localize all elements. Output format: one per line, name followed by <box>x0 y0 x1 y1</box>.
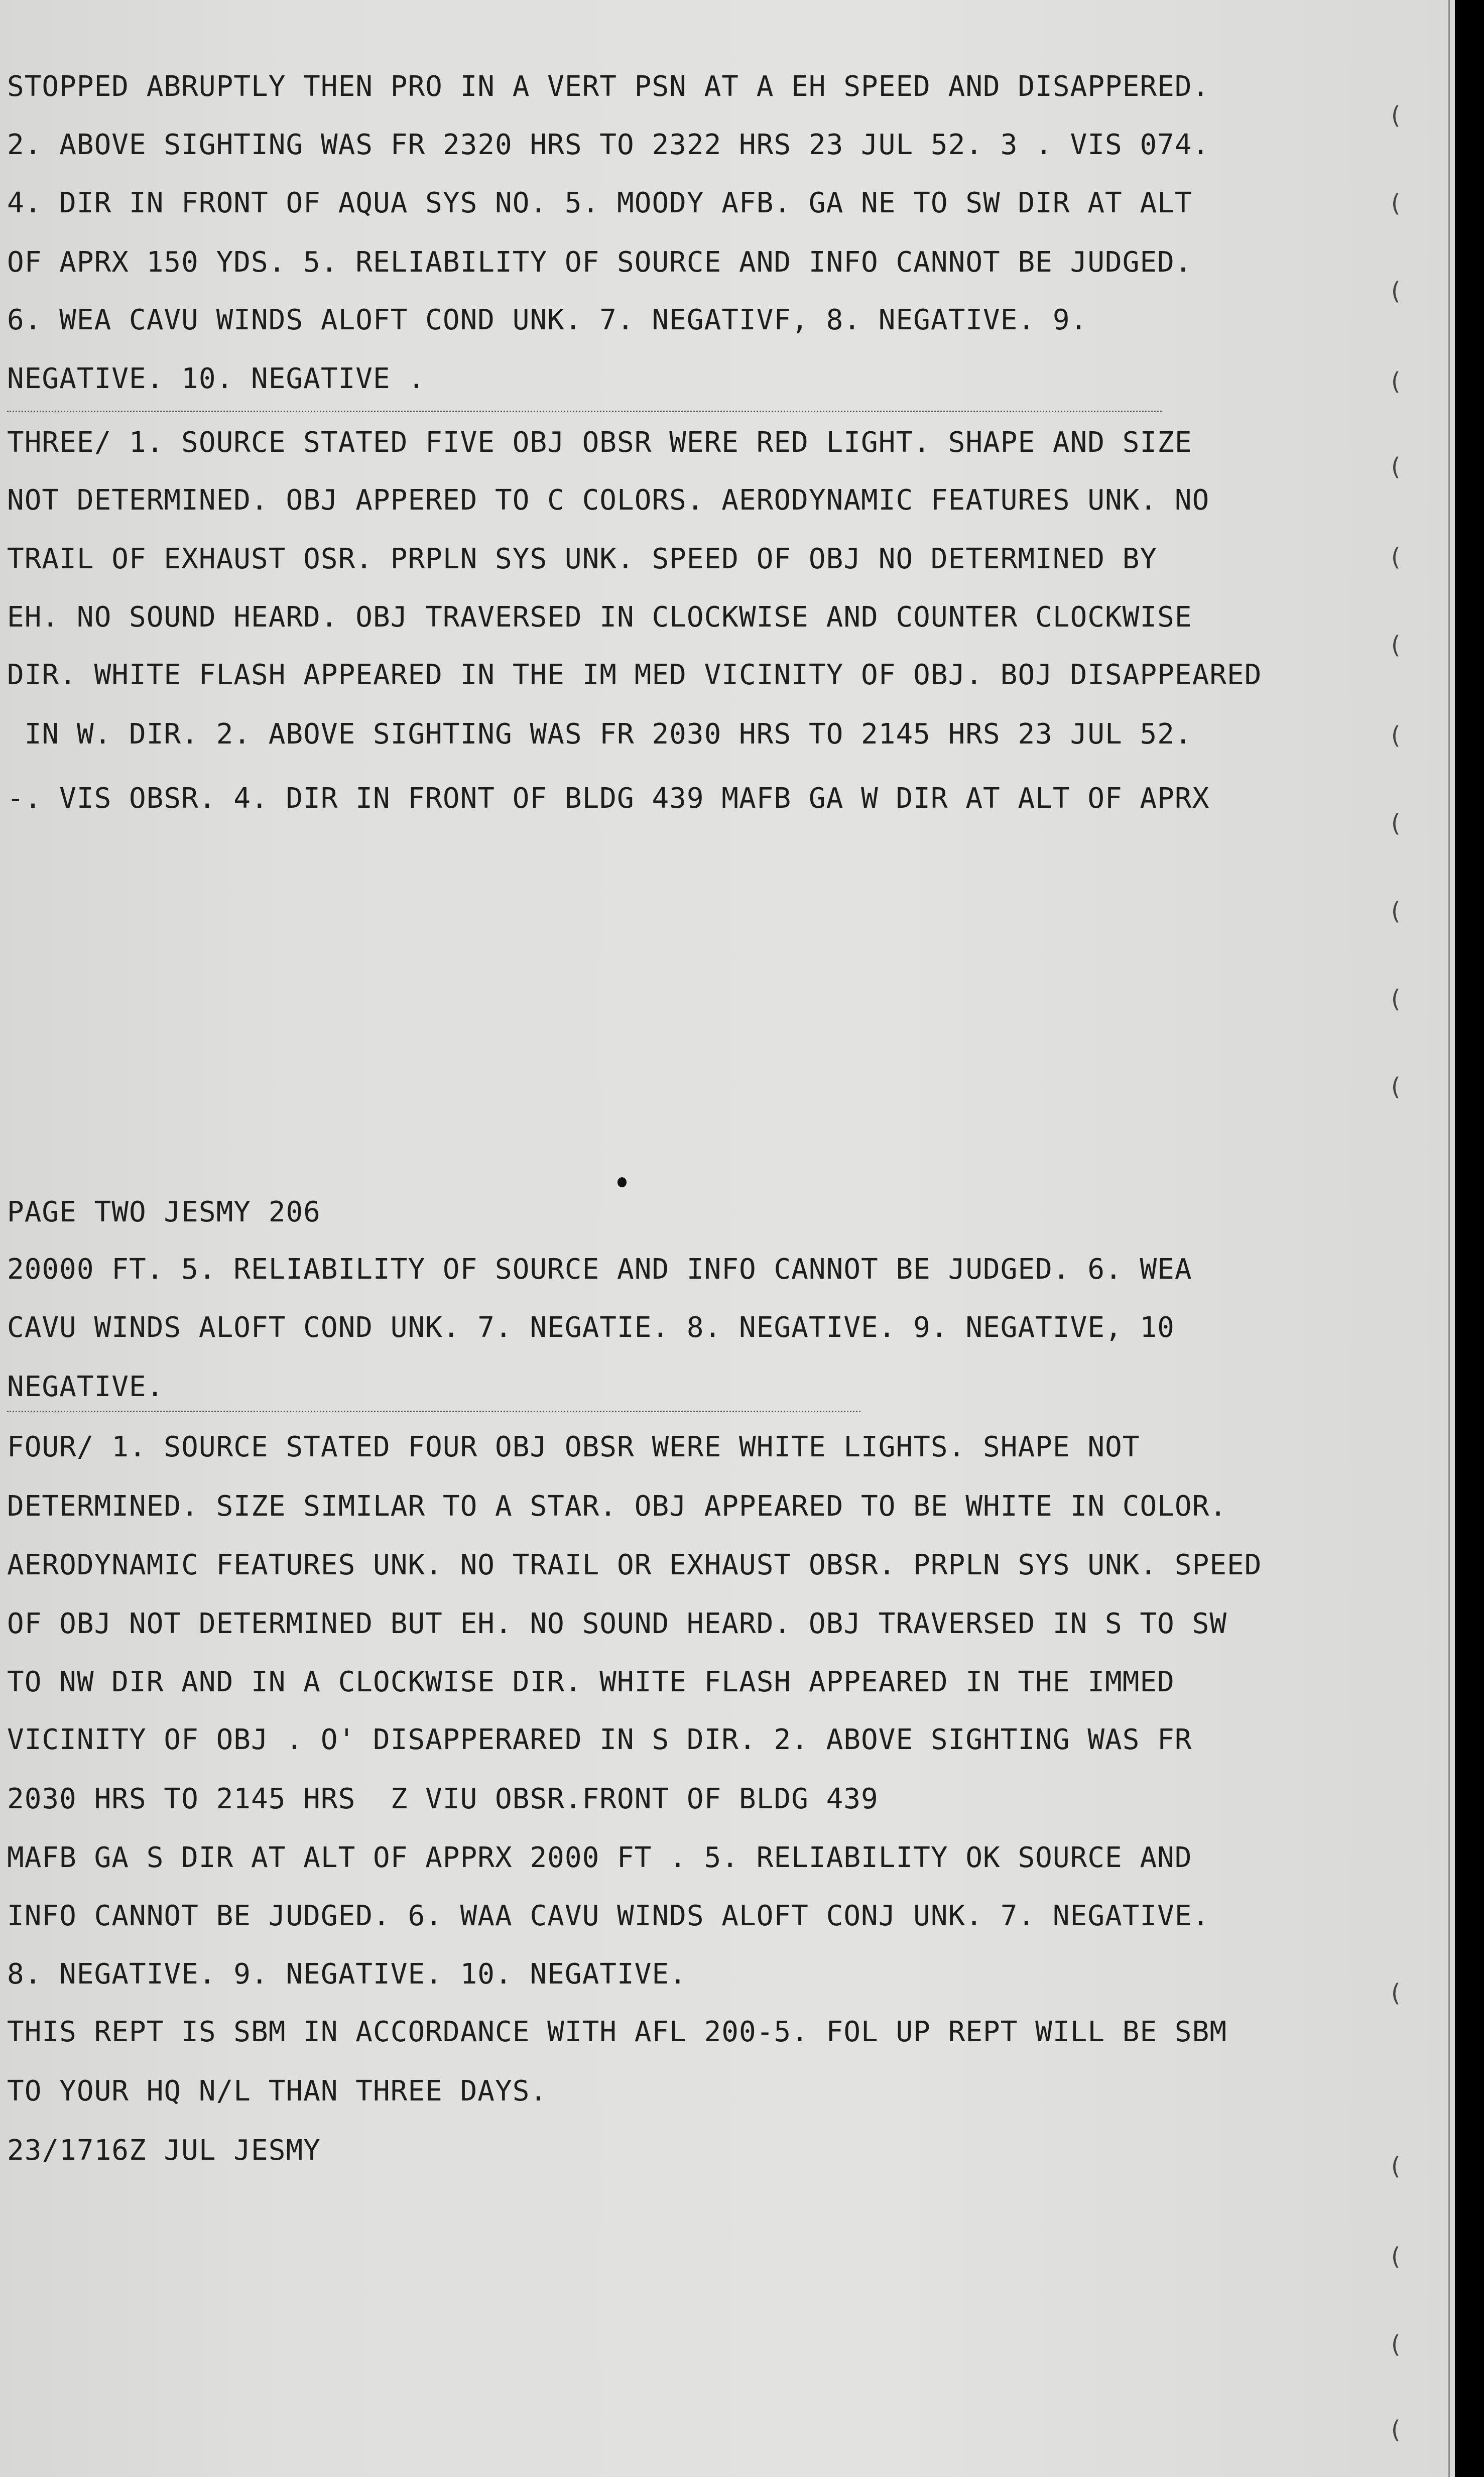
text-line: FOUR/ 1. SOURCE STATED FOUR OBJ OBSR WERE WHITE LIGHTS. SHAPE NOT <box>7 1431 1140 1463</box>
text-line: THIS REPT IS SBM IN ACCORDANCE WITH AFL 200-5. FOL UP REPT WILL BE SBM <box>7 2016 1227 2048</box>
text-line: VICINITY OF OBJ . O' DISAPPERARED IN S DIR. 2. ABOVE SIGHTING WAS FR <box>7 1723 1192 1756</box>
text-line: 8. NEGATIVE. 9. NEGATIVE. 10. NEGATIVE. <box>7 1958 687 1991</box>
edge-mark: ( <box>1388 2330 1403 2359</box>
edge-mark: ( <box>1388 631 1403 659</box>
text-line: OF OBJ NOT DETERMINED BUT EH. NO SOUND HEARD. OBJ TRAVERSED IN S TO SW <box>7 1607 1227 1640</box>
edge-mark: ( <box>1388 1979 1403 2007</box>
text-line: 20000 FT. 5. RELIABILITY OF SOURCE AND INFO CANNOT BE JUDGED. 6. WEA <box>7 1253 1192 1286</box>
text-line: OF APRX 150 YDS. 5. RELIABILITY OF SOURCE AND INFO CANNOT BE JUDGED. <box>7 246 1192 279</box>
separator-line <box>7 411 1162 412</box>
text-line: IN W. DIR. 2. ABOVE SIGHTING WAS FR 2030 HRS TO 2145 HRS 23 JUL 52. <box>7 718 1192 751</box>
text-line: TRAIL OF EXHAUST OSR. PRPLN SYS UNK. SPEED OF OBJ NO DETERMINED BY <box>7 543 1158 575</box>
edge-mark: ( <box>1388 809 1403 837</box>
text-line: NEGATIVE. <box>7 1371 164 1403</box>
text-line: DIR. WHITE FLASH APPEARED IN THE IM MED VICINITY OF OBJ. BOJ DISAPPEARED <box>7 659 1262 691</box>
edge-mark: ( <box>1388 985 1403 1013</box>
separator-line <box>7 1411 860 1412</box>
edge-mark: ( <box>1388 2416 1403 2444</box>
edge-mark: ( <box>1388 2152 1403 2180</box>
text-line: INFO CANNOT BE JUDGED. 6. WAA CAVU WINDS ALOFT CONJ UNK. 7. NEGATIVE. <box>7 1900 1210 1932</box>
edge-mark: ( <box>1388 367 1403 396</box>
page-header: PAGE TWO JESMY 206 <box>7 1196 321 1228</box>
text-line: TO YOUR HQ N/L THAN THREE DAYS. <box>7 2075 548 2108</box>
edge-mark: ( <box>1388 189 1403 217</box>
text-line: EH. NO SOUND HEARD. OBJ TRAVERSED IN CLOCKWISE AND COUNTER CLOCKWISE <box>7 601 1192 634</box>
edge-mark: ( <box>1388 897 1403 925</box>
text-line: -. VIS OBSR. 4. DIR IN FRONT OF BLDG 439 MAFB GA W DIR AT ALT OF APRX <box>7 782 1210 815</box>
edge-mark: ( <box>1388 2243 1403 2271</box>
text-line: 2. ABOVE SIGHTING WAS FR 2320 HRS TO 2322 HRS 23 JUL 52. 3 . VIS 074. <box>7 129 1210 161</box>
text-line: TO NW DIR AND IN A CLOCKWISE DIR. WHITE FLASH APPEARED IN THE IMMED <box>7 1666 1175 1698</box>
ink-dot <box>617 1177 627 1187</box>
edge-mark: ( <box>1388 543 1403 571</box>
edge-mark: ( <box>1388 721 1403 750</box>
text-line: 4. DIR IN FRONT OF AQUA SYS NO. 5. MOODY AFB. GA NE TO SW DIR AT ALT <box>7 187 1192 219</box>
text-line: CAVU WINDS ALOFT COND UNK. 7. NEGATIE. 8. NEGATIVE. 9. NEGATIVE, 10 <box>7 1311 1175 1344</box>
signature-line: 23/1716Z JUL JESMY <box>7 2134 321 2167</box>
text-line: STOPPED ABRUPTLY THEN PRO IN A VERT PSN AT A EH SPEED AND DISAPPERED. <box>7 70 1210 103</box>
text-line: THREE/ 1. SOURCE STATED FIVE OBJ OBSR WERE RED LIGHT. SHAPE AND SIZE <box>7 426 1192 459</box>
text-line: NEGATIVE. 10. NEGATIVE . <box>7 362 426 395</box>
text-line: 6. WEA CAVU WINDS ALOFT COND UNK. 7. NEGATIVF, 8. NEGATIVE. 9. <box>7 304 1088 336</box>
page-edge-rule <box>1448 0 1450 2477</box>
edge-mark: ( <box>1388 277 1403 305</box>
text-line: DETERMINED. SIZE SIMILAR TO A STAR. OBJ APPEARED TO BE WHITE IN COLOR. <box>7 1490 1227 1523</box>
text-line: 2030 HRS TO 2145 HRS Z VIU OBSR.FRONT OF BLDG 439 <box>7 1783 879 1815</box>
text-line: NOT DETERMINED. OBJ APPERED TO C COLORS. AERODYNAMIC FEATURES UNK. NO <box>7 484 1210 517</box>
text-line: AERODYNAMIC FEATURES UNK. NO TRAIL OR EXHAUST OBSR. PRPLN SYS UNK. SPEED <box>7 1549 1262 1581</box>
text-line: MAFB GA S DIR AT ALT OF APPRX 2000 FT . 5. RELIABILITY OK SOURCE AND <box>7 1841 1192 1874</box>
edge-mark: ( <box>1388 1073 1403 1101</box>
edge-mark: ( <box>1388 453 1403 481</box>
edge-mark: ( <box>1388 101 1403 130</box>
